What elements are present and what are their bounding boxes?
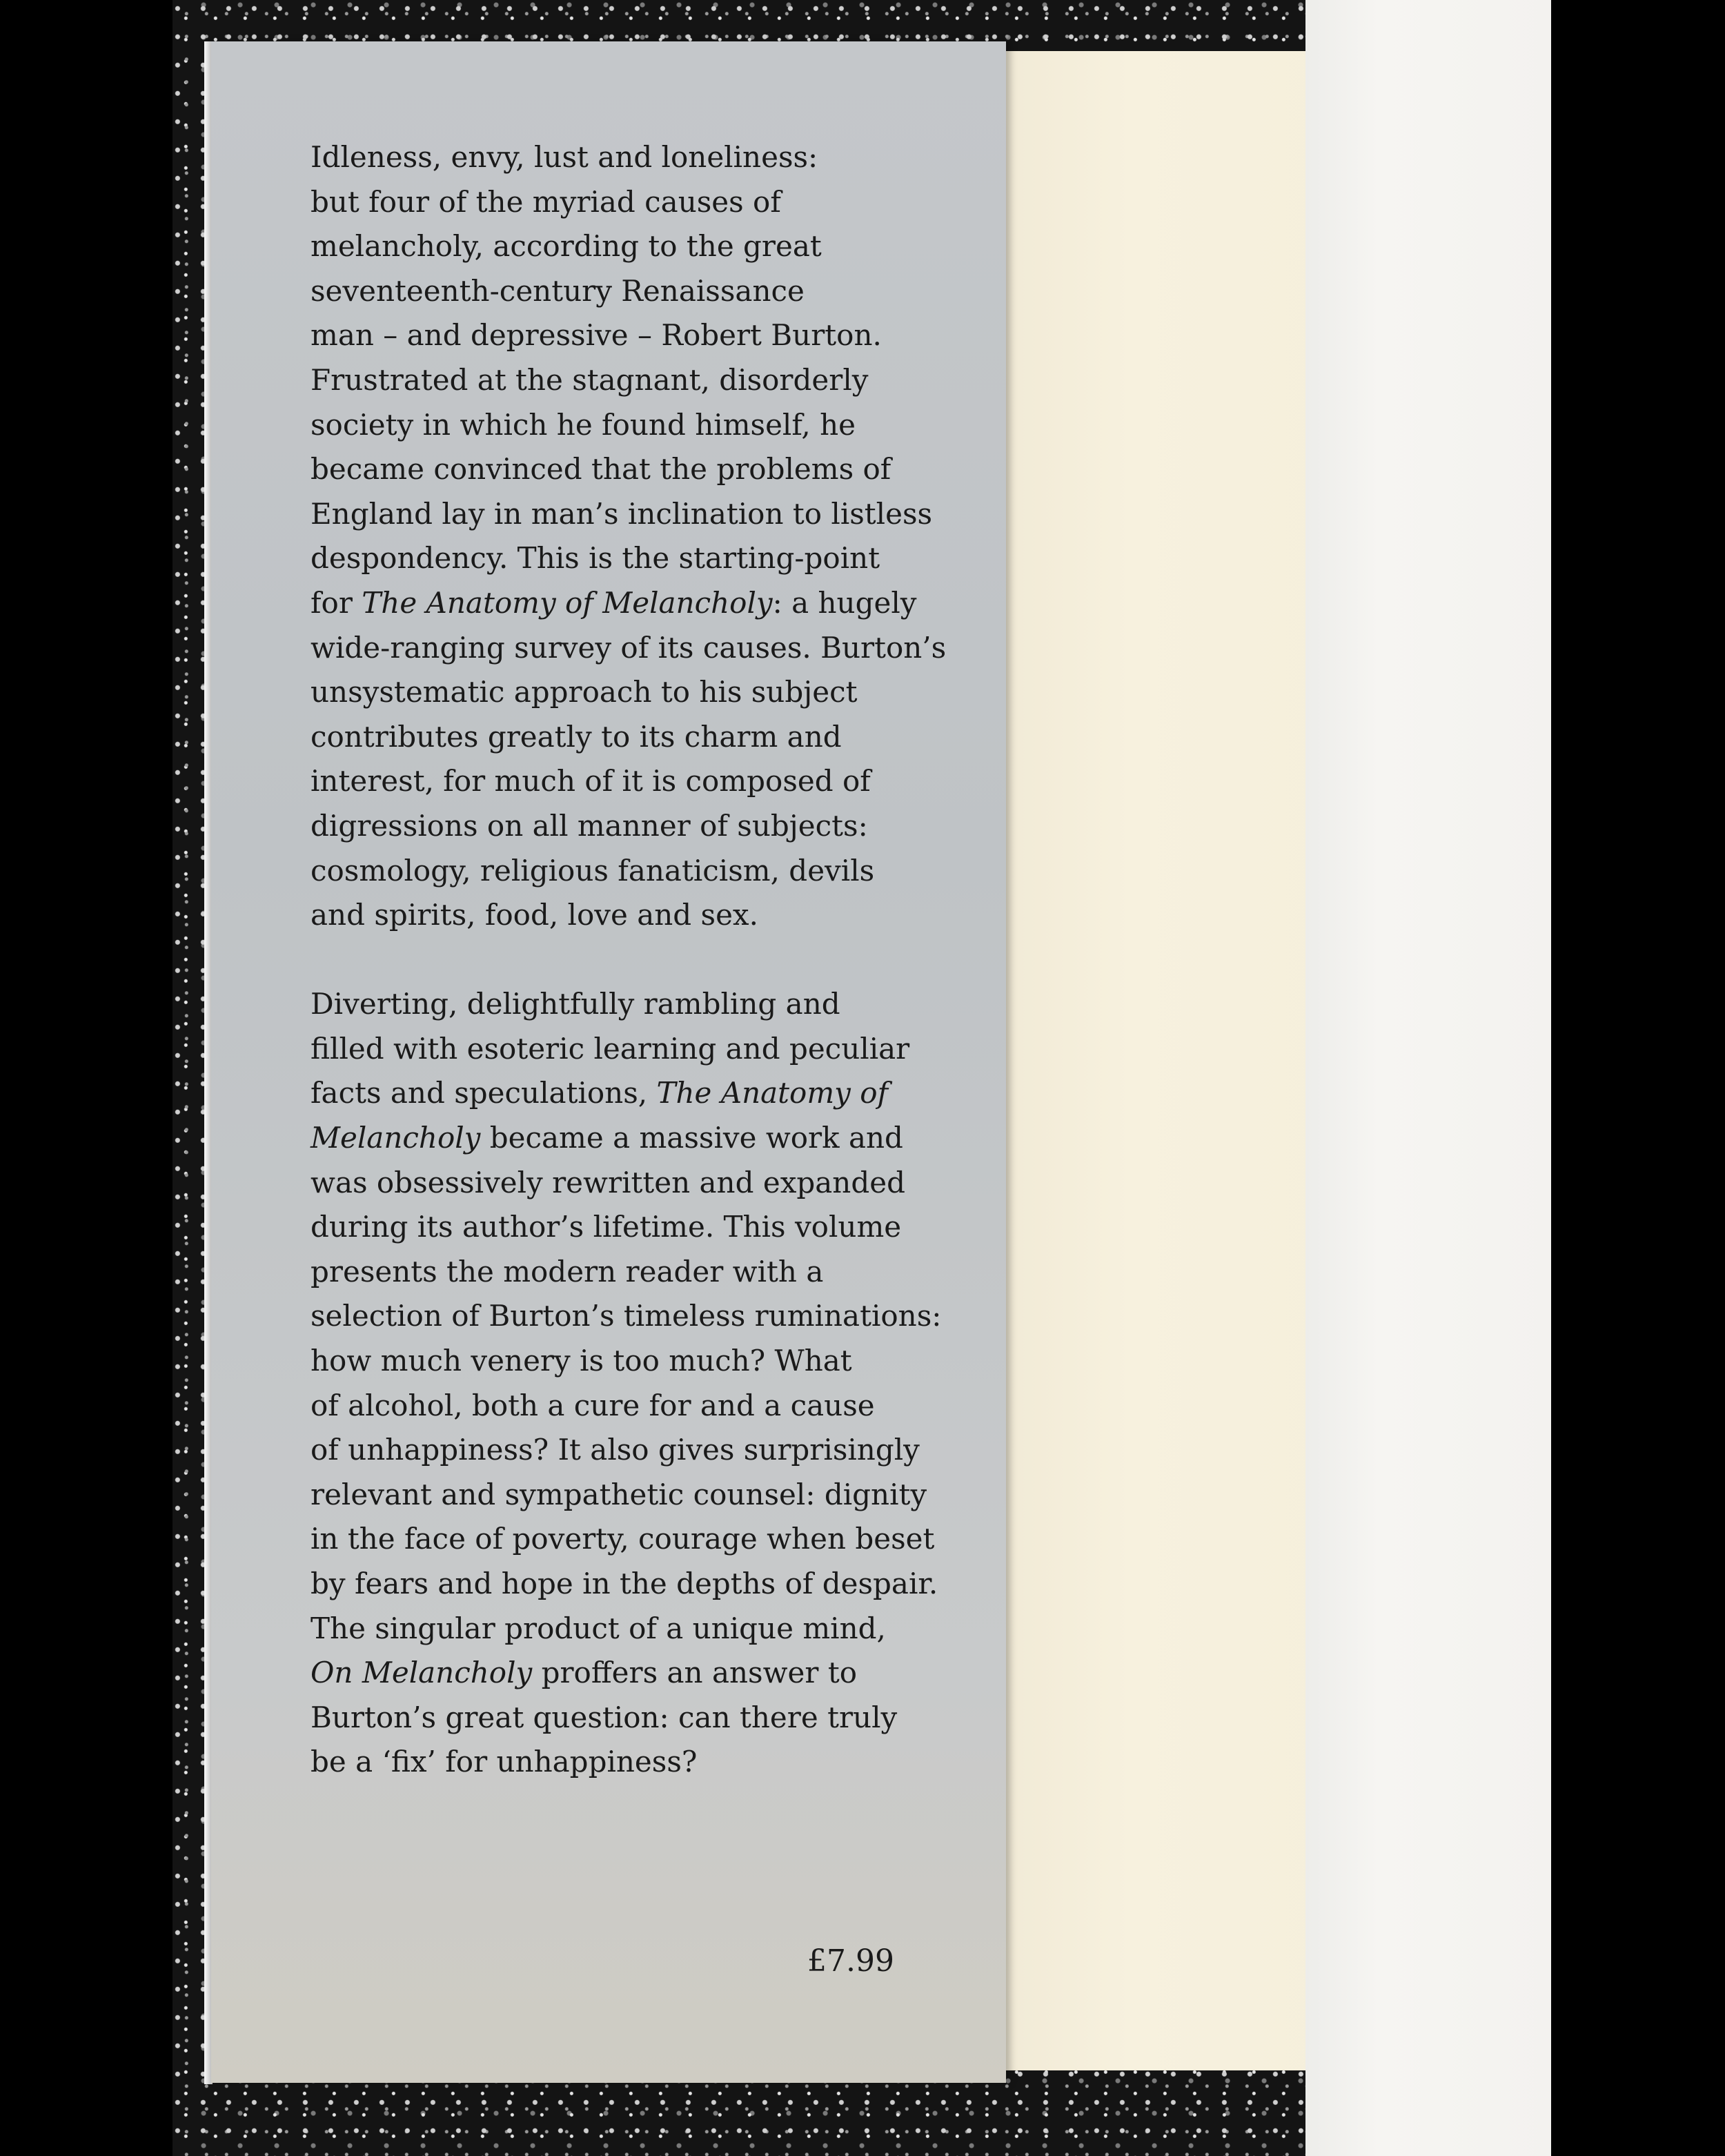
blurb-line [310,1607,918,1652]
blurb-text-run: became a massive work and [480,1121,903,1155]
blurb-line [310,1562,938,1607]
blurb-text-run: but four of the myriad causes of [310,184,781,219]
blurb-text-run: England lay in man’s inclination to listless [310,496,933,531]
blurb-line [310,536,918,581]
blurb-text-run: by fears and hope in the depths of despair. [310,1567,938,1600]
blurb-line [310,759,918,804]
blurb-text-run: contributes greatly to its charm and [310,719,842,754]
blurb-line [310,1740,918,1785]
blurb-line [310,982,918,1027]
blurb-text-run: despondency. This is the starting-point [310,541,880,576]
blurb-line [310,1116,918,1161]
blurb-text-run: Burton’s great question: can there truly [310,1700,898,1734]
blurb-line [310,1071,918,1116]
blurb-line [310,1339,918,1384]
blurb-text [310,135,947,1785]
blurb-text-run: and spirits, food, love and sex. [310,898,758,932]
blurb-text-run: was obsessively rewritten and expanded [310,1165,905,1199]
blurb-line [310,269,918,314]
blurb-paragraph-2 [310,982,942,1785]
blurb-text-run: presents the modern reader with a [310,1254,824,1288]
blurb-line [310,1473,927,1518]
blurb-line [310,1696,918,1741]
book-title-italic: The Anatomy of Melancholy [362,585,773,620]
blurb-text-run: interest, for much of it is composed of [310,764,871,798]
blurb-text-run: man – and depressive – Robert Burton. [310,318,882,353]
blurb-text-run: wide-ranging survey of its causes. Burton’s [310,630,947,665]
blurb-text-run: for [310,585,362,620]
blurb-text-run: Frustrated at the stagnant, disorderly [310,362,869,397]
blurb-text-run: of alcohol, both a cure for and a cause [310,1388,875,1422]
blurb-text-run: : a hugely [772,585,917,620]
blurb-line [310,1651,918,1696]
blurb-line [310,224,918,269]
blurb-text-run: cosmology, religious fanaticism, devils [310,853,875,888]
blurb-text-run: be a ‘fix’ for unhappiness? [310,1745,698,1779]
blurb-text-run: society in which he found himself, he [310,407,856,442]
blurb-line [310,626,947,671]
blurb-line [310,1517,935,1562]
blurb-line [310,1250,918,1295]
blurb-line [310,1384,918,1429]
blurb-line [310,447,918,492]
blurb-text-run: digressions on all manner of subjects: [310,808,868,843]
blurb-text-run: of unhappiness? It also gives surprisingly [310,1433,920,1467]
blurb-text-run: how much venery is too much? What [310,1344,852,1378]
right-black-border [1551,0,1725,2156]
blurb-text-run: melancholy, according to the great [310,229,822,264]
blurb-line [310,1205,918,1250]
blurb-text-run: unsystematic approach to his subject [310,675,858,709]
blurb-line [310,581,918,626]
book-title-italic: The Anatomy of [656,1076,889,1110]
blurb-text-run: relevant and sympathetic counsel: dignity [310,1477,927,1511]
price-label: £7.99 [807,1943,894,1979]
blurb-text-run: became convinced that the problems of [310,452,891,487]
blurb-line [310,715,918,760]
book-title-italic: On Melancholy [310,1656,533,1690]
blurb-line [310,804,918,849]
blurb-text-run: Idleness, envy, lust and loneliness: [310,140,818,174]
blurb-text-run: in the face of poverty, courage when beset [310,1522,935,1556]
blurb-line [310,1294,942,1339]
book-inner-page [998,51,1332,2070]
blurb-line [310,403,918,448]
blurb-line [310,1161,918,1206]
blurb-line [310,313,918,358]
left-black-border [0,0,172,2156]
blurb-paragraph-1 [310,135,947,938]
blurb-text-run: The singular product of a unique mind, [310,1611,886,1645]
paragraph-gap [310,938,918,983]
blurb-line [310,849,918,894]
blurb-text-run: seventeenth-century Renaissance [310,273,805,308]
blurb-text-run: during its author’s lifetime. This volume [310,1210,902,1244]
white-sheet [1305,0,1551,2156]
blurb-text-run: selection of Burton’s timeless ruminations: [310,1299,942,1333]
blurb-text-run: facts and speculations, [310,1076,657,1110]
book-title-italic: Melancholy [310,1121,481,1155]
blurb-line [310,893,918,938]
blurb-line [310,180,918,225]
blurb-text-run: filled with esoteric learning and peculiar [310,1031,910,1066]
blurb-line [310,1428,918,1473]
blurb-text-run: Diverting, delightfully rambling and [310,987,840,1021]
blurb-line [310,135,918,180]
blurb-line [310,492,933,537]
blurb-line [310,358,918,403]
blurb-line [310,670,918,715]
blurb-line [310,1027,918,1072]
blurb-text-run: proffers an answer to [532,1656,857,1690]
